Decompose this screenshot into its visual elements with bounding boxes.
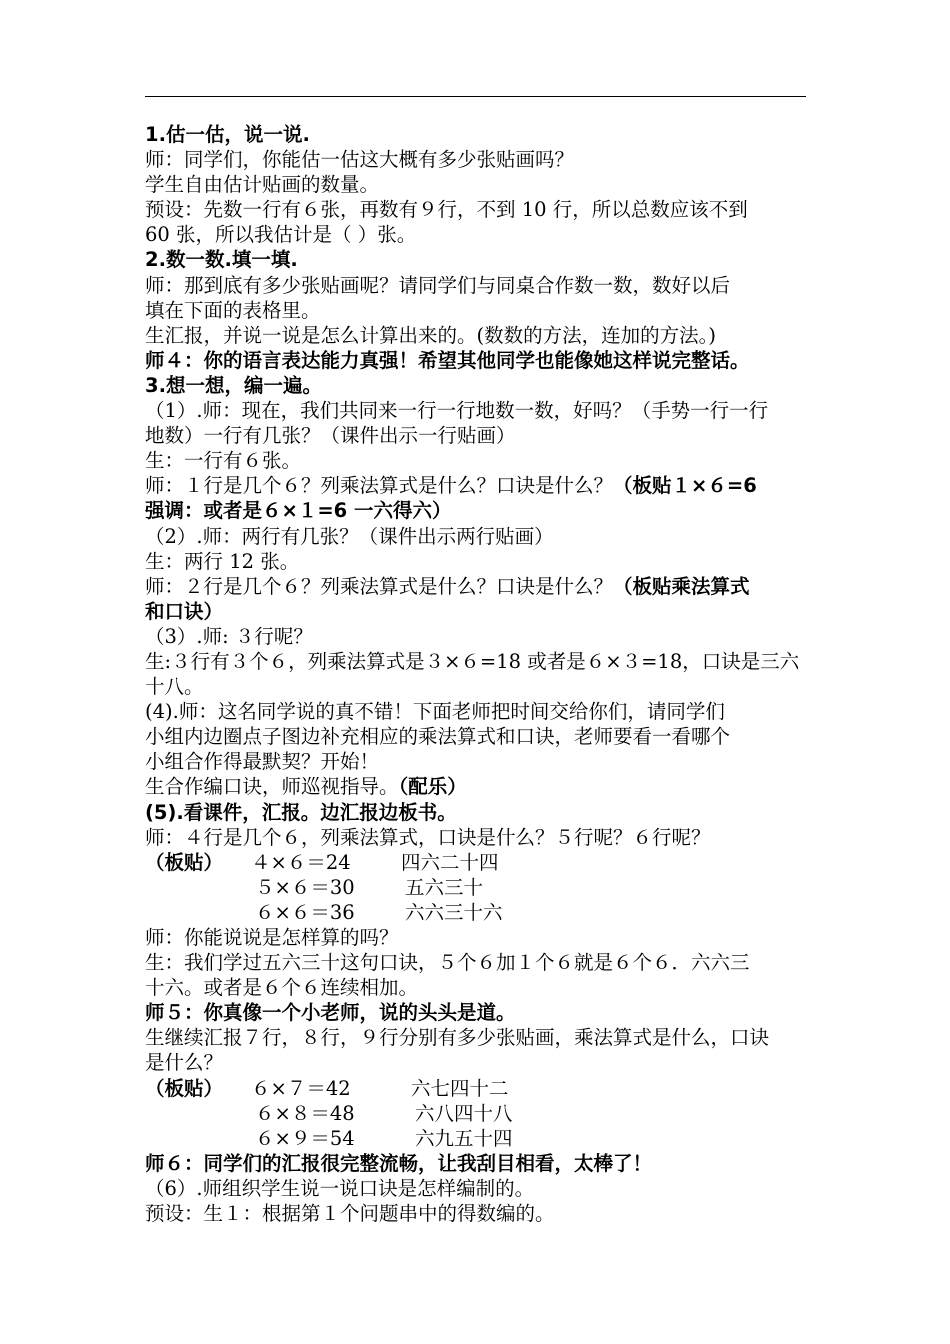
- equation: ４×６＝24: [251, 850, 351, 874]
- board-row: [145, 875, 825, 900]
- question-text: 师：１行是几个６？列乘法算式是什么？口诀是什么？: [145, 474, 614, 498]
- text-line: 十八。: [145, 675, 204, 699]
- rhyme: 五六三十: [405, 875, 484, 899]
- equation: ５×６＝30: [255, 875, 355, 899]
- text-line: 师：你能说说是怎样算的吗？: [145, 926, 399, 949]
- text-line: 生：一行有６张。: [145, 449, 302, 473]
- text-line: （3）.师: ３行呢？: [145, 624, 313, 648]
- text-line: （1）.师：现在，我们共同来一行一行地数一数，好吗？（手势一行一行: [145, 399, 769, 423]
- text-line: 学生自由估计贴画的数量。: [145, 173, 380, 197]
- text-line: 师：４行是几个６，列乘法算式，口诀是什么？５行呢？６行呢？: [145, 825, 711, 849]
- equation: ６×９＝54: [255, 1126, 355, 1150]
- text-line: 生:３行有３个６，列乘法算式是３×６=18 或者是６×３=18，口诀是三六: [145, 649, 800, 673]
- text-line: 小组合作得最默契？开始！: [145, 750, 380, 774]
- board-note: （板贴乘法算式: [613, 574, 750, 598]
- board-row: [145, 1101, 825, 1126]
- board-row: [145, 1126, 825, 1151]
- board-row: [145, 1076, 825, 1101]
- teacher-praise: 师４：你的语言表达能力真强！希望其他同学也能像她这样说完整话。: [145, 348, 750, 372]
- text-line: 师：那到底有多少张贴画呢？请同学们与同桌合作数一数，数好以后: [145, 273, 731, 297]
- board-note: （板贴１×６=6: [613, 474, 757, 498]
- text-line: 地数）一行有几张？（课件出示一行贴画）: [145, 424, 516, 448]
- equation: ６×８＝48: [255, 1101, 355, 1125]
- text-line: 是什么？: [145, 1051, 224, 1075]
- text-line: 预设：先数一行有６张，再数有９行，不到 10 行，所以总数应该不到: [145, 198, 748, 222]
- heading-compose: 3.想一想，编一遍。: [145, 373, 322, 397]
- text-line: （2）.师：两行有几张？（课件出示两行贴画）: [145, 524, 554, 548]
- text-line: [145, 574, 825, 599]
- text-line: [145, 774, 825, 799]
- header-rule: [145, 96, 806, 97]
- text-line: 预设：生１：根据第１个问题串中的得数编的。: [145, 1202, 555, 1226]
- text-line: 生汇报，并说一说是怎么计算出来的。(数数的方法，连加的方法。): [145, 323, 716, 347]
- board-note: 和口诀）: [145, 599, 224, 623]
- equation: ６×６＝36: [255, 900, 355, 924]
- teacher-praise: 师６：同学们的汇报很完整流畅，让我刮目相看，太棒了！: [145, 1151, 653, 1175]
- question-text: 师：２行是几个６？列乘法算式是什么？口诀是什么？: [145, 574, 614, 598]
- text-line: 小组内边圈点子图边补充相应的乘法算式和口诀，老师要看一看哪个: [145, 725, 731, 749]
- board-label: （板贴）: [145, 850, 224, 874]
- rhyme: 六九五十四: [415, 1126, 513, 1150]
- text-line: 师：同学们，你能估一估这大概有多少张贴画吗？: [145, 148, 575, 172]
- text-line: (4).师：这名同学说的真不错！下面老师把时间交给你们，请同学们: [145, 700, 725, 724]
- text-line: （6）.师组织学生说一说口诀是怎样编制的。: [145, 1176, 535, 1200]
- text-line: 填在下面的表格里。: [145, 298, 321, 322]
- rhyme: 六六三十六: [405, 900, 503, 924]
- teacher-praise: 师５：你真像一个小老师，说的头头是道。: [145, 1001, 516, 1025]
- text-line: 十六。或者是６个６连续相加。: [145, 976, 419, 1000]
- text-line: 60 张，所以我估计是（ ）张。: [145, 223, 417, 247]
- text-line: [145, 473, 825, 498]
- text-line: 生继续汇报７行，８行，９行分别有多少张贴画，乘法算式是什么，口诀: [145, 1026, 770, 1050]
- board-row: [145, 900, 825, 925]
- board-note: 强调：或者是６×１=6 一六得六）: [145, 499, 452, 523]
- text-line: 生：两行 12 张。: [145, 549, 300, 573]
- rhyme: 四六二十四: [401, 850, 499, 874]
- rhyme: 六八四十八: [415, 1101, 513, 1125]
- music-note: （配乐）: [398, 775, 467, 799]
- text-line: 生：我们学过五六三十这句口诀，５个６加１个６就是６个６．六六三: [145, 951, 750, 975]
- heading-report: (5).看课件，汇报。边汇报边板书。: [145, 800, 457, 824]
- board-label: （板贴）: [145, 1076, 224, 1100]
- heading-estimate: 1.估一估，说一说.: [145, 123, 310, 146]
- heading-count: 2.数一数.填一填.: [145, 248, 298, 272]
- equation: ６×７＝42: [251, 1076, 351, 1100]
- rhyme: 六七四十二: [411, 1076, 509, 1100]
- board-row: [145, 850, 825, 875]
- document-body: [145, 122, 825, 1226]
- activity-text: 生合作编口诀，师巡视指导。: [145, 775, 399, 799]
